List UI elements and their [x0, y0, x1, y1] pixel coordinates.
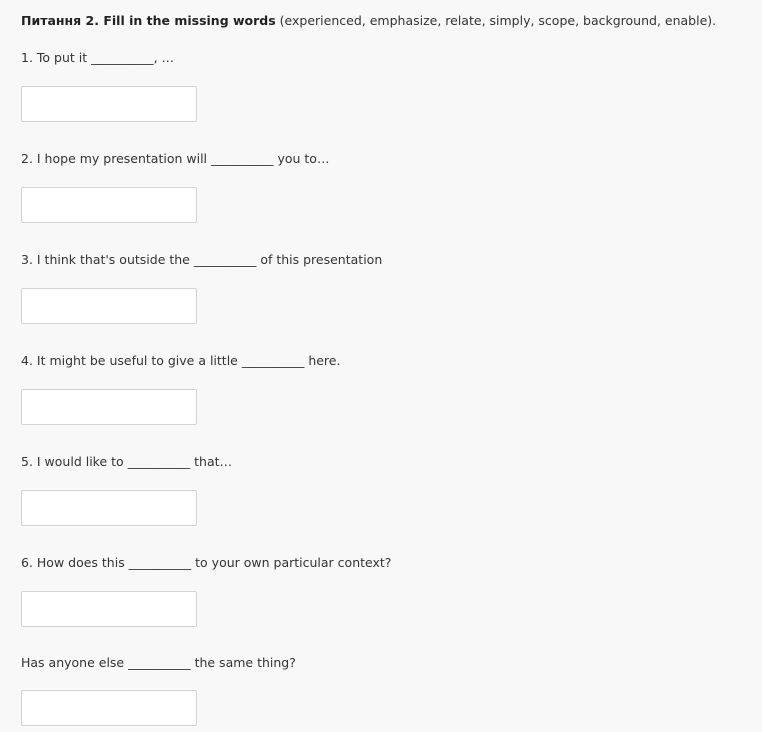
question-3-text: 3. I think that's outside the __________ of this presentation [21, 252, 383, 267]
question-2-text: 2. I hope my presentation will __________ you to… [21, 151, 330, 166]
question-5-text: 5. I would like to __________ that… [21, 454, 233, 469]
question-header [21, 12, 716, 29]
answer-4-input[interactable] [21, 389, 197, 425]
answer-1-input[interactable] [21, 86, 197, 122]
question-6-text: 6. How does this __________ to your own particular context? [21, 555, 392, 570]
answer-7-input[interactable] [21, 690, 197, 726]
answer-6-input[interactable] [21, 591, 197, 627]
answer-2-input[interactable] [21, 187, 197, 223]
question-4-text: 4. It might be useful to give a little __________ here. [21, 353, 341, 368]
question-7-text: Has anyone else __________ the same thing? [21, 655, 296, 670]
question-title: Питання 2. Fill in the missing words [21, 13, 276, 28]
word-list: (experienced, emphasize, relate, simply, scope, background, enable). [275, 13, 717, 28]
answer-3-input[interactable] [21, 288, 197, 324]
answer-5-input[interactable] [21, 490, 197, 526]
question-1-text: 1. To put it __________, … [21, 50, 175, 65]
